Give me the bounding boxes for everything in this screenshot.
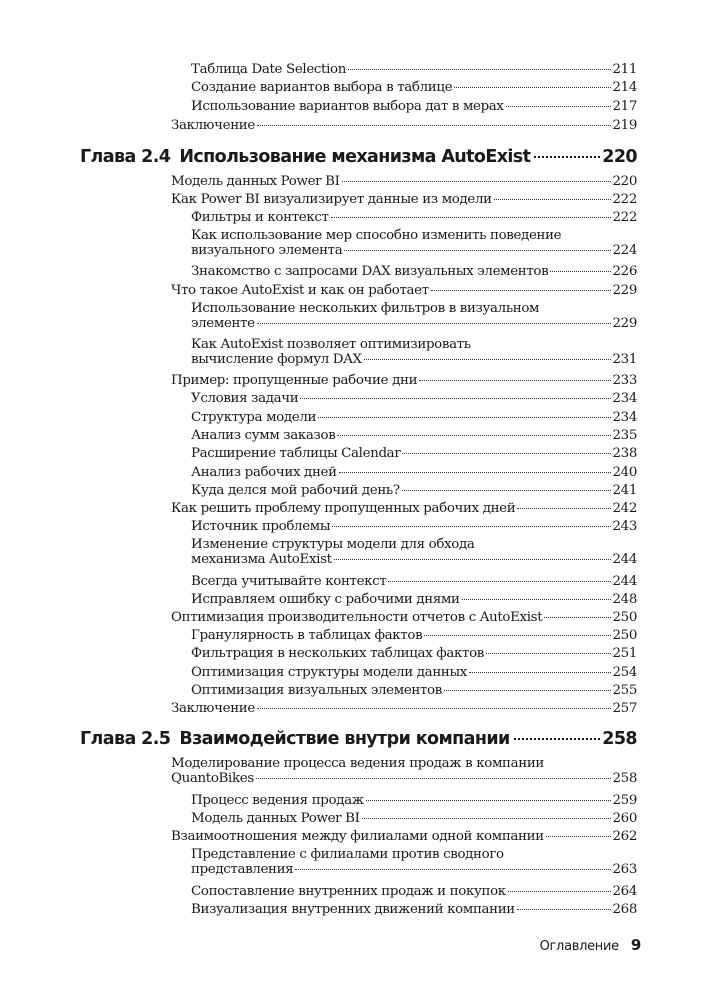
toc-entry-title: Процесс ведения продаж bbox=[191, 793, 364, 808]
toc-entry-title: Анализ рабочих дней bbox=[191, 465, 337, 480]
toc-entry-page: 220 bbox=[612, 174, 637, 189]
toc-entry-title: Фильтры и контекст bbox=[191, 210, 329, 225]
toc-entry-title-line2: представления bbox=[191, 862, 294, 877]
toc-entry-title: Куда делся мой рабочий день? bbox=[191, 483, 400, 498]
toc-entry[interactable] bbox=[171, 118, 637, 133]
toc-entry[interactable] bbox=[191, 391, 637, 406]
toc-entry-title: Фильтрация в нескольких таблицах фактов bbox=[191, 646, 484, 661]
dot-leader bbox=[388, 581, 611, 582]
toc-entry-continuation bbox=[191, 316, 637, 331]
dot-leader bbox=[342, 181, 612, 182]
toc-entry[interactable] bbox=[191, 811, 637, 826]
toc-entry-continuation bbox=[191, 862, 637, 877]
toc-entry[interactable] bbox=[191, 80, 637, 95]
dot-leader bbox=[332, 526, 611, 527]
page-footer bbox=[540, 936, 641, 954]
dot-leader bbox=[295, 869, 611, 870]
toc-entry-page: 214 bbox=[612, 80, 637, 95]
footer-section-title: Оглавление bbox=[539, 939, 619, 954]
toc-entry-title: Как использование мер способно изменить поведение bbox=[191, 228, 562, 243]
toc-entry-continuation bbox=[171, 771, 637, 786]
dot-leader bbox=[469, 672, 612, 673]
toc-entry-title: Использование вариантов выбора дат в мерах bbox=[191, 99, 504, 114]
toc-entry-title: Визуализация внутренних движений компании bbox=[191, 902, 515, 917]
toc-entry-page: 222 bbox=[612, 192, 637, 207]
toc-entry-page: 222 bbox=[612, 210, 637, 225]
dot-leader bbox=[424, 635, 611, 636]
dot-leader bbox=[337, 435, 611, 436]
toc-entry-title: Модель данных Power BI bbox=[191, 811, 360, 826]
toc-entry-page: 241 bbox=[612, 483, 637, 498]
toc-entry-continuation bbox=[191, 243, 637, 258]
toc-entry[interactable] bbox=[191, 62, 637, 77]
toc-entry[interactable] bbox=[191, 574, 637, 589]
toc-entry-title: Как Power BI визуализирует данные из модели bbox=[171, 192, 492, 207]
toc-entry-page: 211 bbox=[612, 62, 637, 77]
toc-entry-page: 240 bbox=[612, 465, 637, 480]
toc-entry-title: Изменение структуры модели для обхода bbox=[191, 537, 475, 552]
toc-entry-title: Создание вариантов выбора в таблице bbox=[191, 80, 453, 95]
toc-entry[interactable] bbox=[171, 174, 637, 189]
dot-leader bbox=[431, 290, 612, 291]
toc-entry-title: Заключение bbox=[171, 118, 255, 133]
toc-entry[interactable] bbox=[191, 519, 637, 534]
toc-entry-continuation bbox=[191, 352, 637, 367]
toc-entry[interactable] bbox=[171, 192, 637, 207]
chapter-title: Использование механизма AutoExist bbox=[179, 147, 531, 167]
toc-entry-title: Расширение таблицы Calendar bbox=[191, 446, 401, 461]
toc-entry-page: 224 bbox=[612, 243, 637, 258]
toc-entry-continuation bbox=[191, 552, 637, 567]
toc-entry[interactable] bbox=[171, 373, 637, 388]
toc-entry[interactable] bbox=[191, 483, 637, 498]
toc-entry[interactable] bbox=[191, 537, 637, 567]
dot-leader bbox=[402, 490, 612, 491]
toc-entry[interactable] bbox=[191, 446, 637, 461]
dot-leader bbox=[331, 217, 612, 218]
dot-leader bbox=[454, 87, 611, 88]
toc-entry-title: Гранулярность в таблицах фактов bbox=[191, 628, 423, 643]
dot-leader bbox=[462, 599, 612, 600]
toc-entry[interactable] bbox=[191, 646, 637, 661]
chapter-page: 220 bbox=[602, 147, 637, 167]
toc-entry-page: 234 bbox=[612, 391, 637, 406]
dot-leader bbox=[362, 818, 612, 819]
toc-entry[interactable] bbox=[191, 228, 637, 258]
toc-entry-page: 248 bbox=[612, 592, 637, 607]
chapter-label: Глава 2.5 bbox=[80, 729, 171, 749]
toc-entry-page: 235 bbox=[612, 428, 637, 443]
toc-entry[interactable] bbox=[191, 847, 637, 877]
toc-entry-title: Знакомство с запросами DAX визуальных элементов bbox=[191, 264, 549, 279]
toc-entry-page: 242 bbox=[612, 501, 637, 516]
toc-entry-title: Структура модели bbox=[191, 410, 317, 425]
toc-entry-page: 229 bbox=[612, 316, 637, 331]
toc-entry-page: 250 bbox=[612, 628, 637, 643]
dot-leader bbox=[257, 708, 612, 709]
toc-entry-page: 231 bbox=[612, 352, 637, 367]
dot-leader bbox=[257, 125, 612, 126]
toc-entry-page: 268 bbox=[612, 902, 637, 917]
toc-entry-page: 250 bbox=[612, 610, 637, 625]
dot-leader bbox=[550, 271, 611, 272]
toc-entry-title: Взаимоотношения между филиалами одной компании bbox=[171, 829, 544, 844]
toc-entry-page: 233 bbox=[612, 373, 637, 388]
dot-leader bbox=[544, 617, 611, 618]
toc-entry[interactable] bbox=[191, 465, 637, 480]
toc-entry[interactable] bbox=[191, 410, 637, 425]
toc-entry-title: Таблица Date Selection bbox=[191, 62, 346, 77]
toc-entry-title-line2: QuantoBikes bbox=[171, 771, 254, 786]
toc-entry[interactable] bbox=[191, 99, 637, 114]
toc-entry-title-line2: визуального элемента bbox=[191, 243, 343, 258]
toc-entry-page: 244 bbox=[612, 552, 637, 567]
toc-entry-title: Что такое AutoExist и как он работает bbox=[171, 283, 429, 298]
toc-entry-title: Сопоставление внутренних продаж и покупок bbox=[191, 884, 506, 899]
toc-entry-title: Моделирование процесса ведения продаж в компании bbox=[171, 756, 544, 771]
dot-leader bbox=[546, 836, 612, 837]
toc-entry-page: 255 bbox=[612, 683, 637, 698]
dot-leader bbox=[419, 380, 611, 381]
toc-entry[interactable] bbox=[171, 283, 637, 298]
toc-entry-title: Модель данных Power BI bbox=[171, 174, 340, 189]
toc-entry[interactable] bbox=[171, 756, 637, 786]
dot-leader bbox=[517, 909, 612, 910]
dot-leader bbox=[334, 559, 612, 560]
toc-entry-page: 243 bbox=[612, 519, 637, 534]
toc-entry-title: Всегда учитывайте контекст bbox=[191, 574, 387, 589]
toc-entry-title: Как AutoExist позволяет оптимизировать bbox=[191, 337, 471, 352]
dot-leader bbox=[494, 199, 612, 200]
toc-entry[interactable] bbox=[191, 337, 637, 367]
toc-entry-title: Оптимизация визуальных элементов bbox=[191, 683, 442, 698]
toc-entry[interactable] bbox=[171, 829, 637, 844]
toc-entry-page: 262 bbox=[612, 829, 637, 844]
toc-entry-page: 259 bbox=[612, 793, 637, 808]
dot-leader bbox=[300, 398, 611, 399]
footer-page-number: 9 bbox=[630, 936, 641, 954]
chapter-page: 258 bbox=[602, 729, 637, 749]
toc-entry-page: 260 bbox=[612, 811, 637, 826]
dot-leader bbox=[514, 738, 601, 740]
toc-entry-page: 238 bbox=[612, 446, 637, 461]
toc-entry-title: Исправляем ошибку с рабочими днями bbox=[191, 592, 460, 607]
toc-entry[interactable] bbox=[191, 793, 637, 808]
toc-entry[interactable] bbox=[191, 428, 637, 443]
toc-entry-title: Оптимизация производительности отчетов с AutoExist bbox=[171, 610, 543, 625]
toc-entry-page: 251 bbox=[612, 646, 637, 661]
toc-entry-title: Анализ сумм заказов bbox=[191, 428, 336, 443]
chapter-heading[interactable] bbox=[80, 147, 637, 167]
toc-entry[interactable] bbox=[191, 210, 637, 225]
dot-leader bbox=[344, 250, 611, 251]
chapter-label: Глава 2.4 bbox=[80, 147, 171, 167]
toc-entry[interactable] bbox=[191, 902, 637, 917]
dot-leader bbox=[257, 323, 612, 324]
toc-entry-page: 244 bbox=[612, 574, 637, 589]
toc-entry-page: 229 bbox=[612, 283, 637, 298]
toc-entry-page: 234 bbox=[612, 410, 637, 425]
toc-entry-page: 264 bbox=[612, 884, 637, 899]
dot-leader bbox=[486, 653, 611, 654]
toc-entry-title-line2: вычисление формул DAX bbox=[191, 352, 362, 367]
toc-entry-page: 258 bbox=[612, 771, 637, 786]
toc-entry-title: Условия задачи bbox=[191, 391, 299, 406]
dot-leader bbox=[366, 800, 612, 801]
toc-entry[interactable] bbox=[171, 610, 637, 625]
toc-entry[interactable] bbox=[191, 665, 637, 680]
dot-leader bbox=[506, 106, 612, 107]
dot-leader bbox=[256, 778, 612, 779]
toc-entry-title: Представление с филиалами против сводного bbox=[191, 847, 504, 862]
dot-leader bbox=[444, 690, 612, 691]
toc-entry-title: Использование нескольких фильтров в визуальном bbox=[191, 301, 540, 316]
toc-entry[interactable] bbox=[191, 884, 637, 899]
toc-entry-title-line2: элементе bbox=[191, 316, 255, 331]
toc-entry[interactable] bbox=[171, 501, 637, 516]
toc-entry[interactable] bbox=[191, 683, 637, 698]
dot-leader bbox=[517, 508, 611, 509]
toc-entry-page: 254 bbox=[612, 665, 637, 680]
chapter-heading[interactable] bbox=[80, 729, 637, 749]
toc-entry-title: Оптимизация структуры модели данных bbox=[191, 665, 467, 680]
toc-entry-page: 219 bbox=[612, 118, 637, 133]
toc-entry-title: Как решить проблему пропущенных рабочих дней bbox=[171, 501, 516, 516]
dot-leader bbox=[318, 417, 611, 418]
dot-leader bbox=[534, 156, 600, 158]
dot-leader bbox=[364, 359, 612, 360]
toc-entry[interactable] bbox=[191, 592, 637, 607]
toc-entry-page: 263 bbox=[612, 862, 637, 877]
toc-entry[interactable] bbox=[191, 301, 637, 331]
toc-entry-title-line2: механизма AutoExist bbox=[191, 552, 332, 567]
dot-leader bbox=[508, 891, 612, 892]
toc-entry-title: Пример: пропущенные рабочие дни bbox=[171, 373, 418, 388]
toc-entry[interactable] bbox=[191, 264, 637, 279]
toc-entry[interactable] bbox=[171, 701, 637, 716]
toc-entry-title: Источник проблемы bbox=[191, 519, 331, 534]
toc-entry-page: 217 bbox=[612, 99, 637, 114]
toc-entry-page: 226 bbox=[612, 264, 637, 279]
toc-entry-title: Заключение bbox=[171, 701, 255, 716]
toc-entry-page: 257 bbox=[612, 701, 637, 716]
dot-leader bbox=[339, 472, 612, 473]
dot-leader bbox=[402, 453, 611, 454]
toc-entry[interactable] bbox=[191, 628, 637, 643]
chapter-title: Взаимодействие внутри компании bbox=[179, 729, 510, 749]
dot-leader bbox=[348, 69, 611, 70]
